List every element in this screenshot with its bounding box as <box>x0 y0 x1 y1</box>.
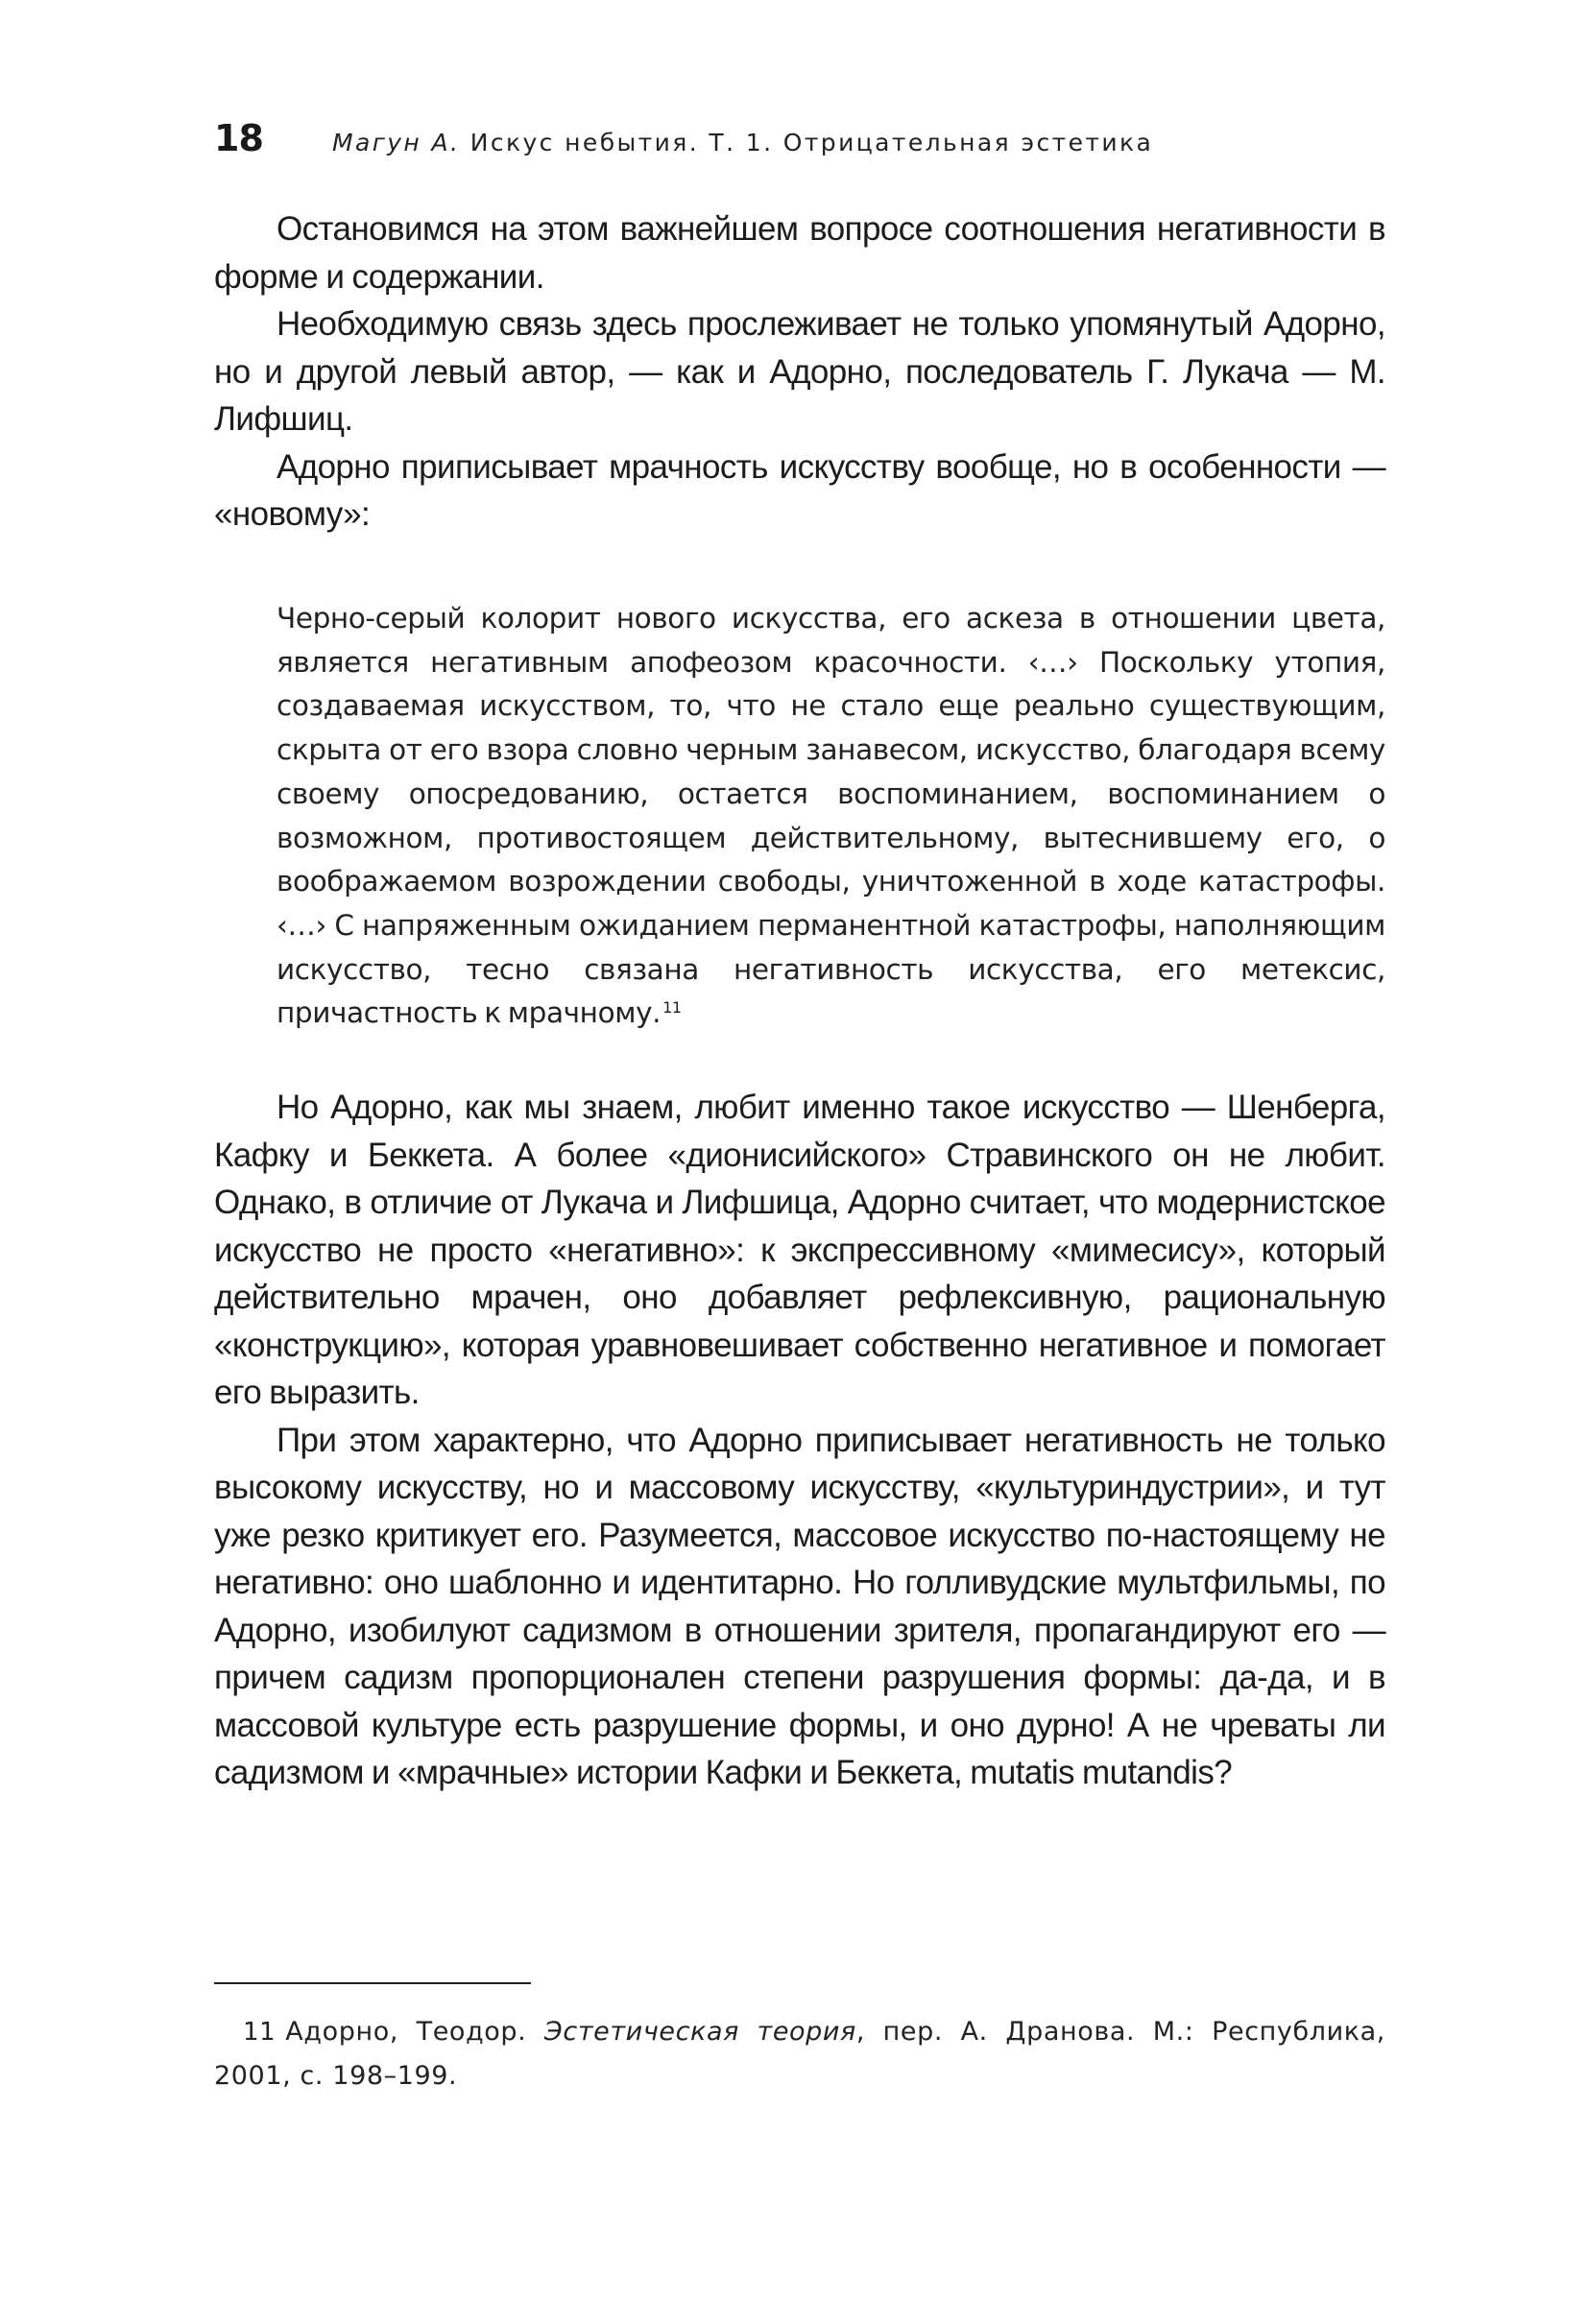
footnote <box>214 2010 1385 2097</box>
footnote-number: 11 <box>243 2018 277 2047</box>
paragraph: Необходимую связь здесь прослеживает не только упомянутый Адорно, но и другой левый автор, — как и Адорно, последователь Г. Лукача — М. Лифшиц. <box>214 305 1385 438</box>
footnote-text-before: Адорно, Теодор. <box>285 2017 544 2047</box>
block-quote <box>277 597 1385 1036</box>
footnote-separator <box>214 1982 531 1984</box>
paragraph: При этом характерно, что Адорно приписывает негативность не только высокому искусству, но и массовому искусству, «культуриндустрии», и тут уже резко критикует его. Разумеется, массовое искусство по-настоящему не негативно: оно шаблонно и идентитарно. Но голливудские мультфильмы, по Адорно, изобилуют садизмом в отношении зрителя, пропагандируют его — причем садизм пропорционален степени разрушения формы: да-да, и в массовой культуре есть разрушение формы, и оно дурно! А не чреваты ли садизмом и «мрачные» истории Кафки и Беккета, mutatis mutandis? <box>214 1421 1385 1791</box>
running-head <box>214 117 1385 165</box>
footnote-reference[interactable]: 11 <box>662 997 682 1017</box>
body-text-after-quote <box>214 1084 1385 1797</box>
running-title <box>332 129 1153 156</box>
paragraph: Адорно приписывает мрачность искусству вообще, но в особенности — «новому»: <box>214 447 1385 533</box>
page-number: 18 <box>214 117 263 159</box>
block-quote-text: Черно-серый колорит нового искусства, его аскеза в отношении цвета, является негативным апофеозом красочности. ‹…› Поскольку утопия, создаваемая искусством, то, что не стало еще реально существующим, скрыта от его взора словно черным занавесом, искусство, благодаря всему своему опосредованию, остается воспоминанием, воспоминанием о возможном, противостоящем действительному, вытеснившему его, о воображаемом возрождении свободы, уничтоженной в ходе катастрофы. ‹…› С напряженным ожиданием перманентной катастрофы, наполняющим искусство, тесно связана негативность искусства, его метексис, причастность к мрачному. <box>277 602 1385 1030</box>
running-head-book-title: Искус небытия. Т. 1. Отрицательная эстетика <box>469 129 1154 156</box>
paragraph: Остановимся на этом важнейшем вопросе соотношения негативности в форме и содержании. <box>214 210 1385 296</box>
body-text-before-quote <box>214 205 1385 539</box>
paragraph: Но Адорно, как мы знаем, любит именно такое искусство — Шенберга, Кафку и Беккета. А более «дионисийского» Стравинского он не любит. Однако, в отличие от Лукача и Лифшица, Адорно считает, что модернистское искусство не просто «негативно»: к экспрессивному «мимесису», который действительно мрачен, оно добавляет рефлексивную, рациональную «конструкцию», которая уравновешивает собственно негативное и помогает его выразить. <box>214 1089 1385 1411</box>
footnote-book-title: Эстетическая теория <box>543 2017 856 2047</box>
footnote-text-after: , пер. А. Дранова. М.: Республика, 2001, с. 198–199. <box>214 2017 1385 2091</box>
running-head-author: Магун А. <box>332 129 461 156</box>
